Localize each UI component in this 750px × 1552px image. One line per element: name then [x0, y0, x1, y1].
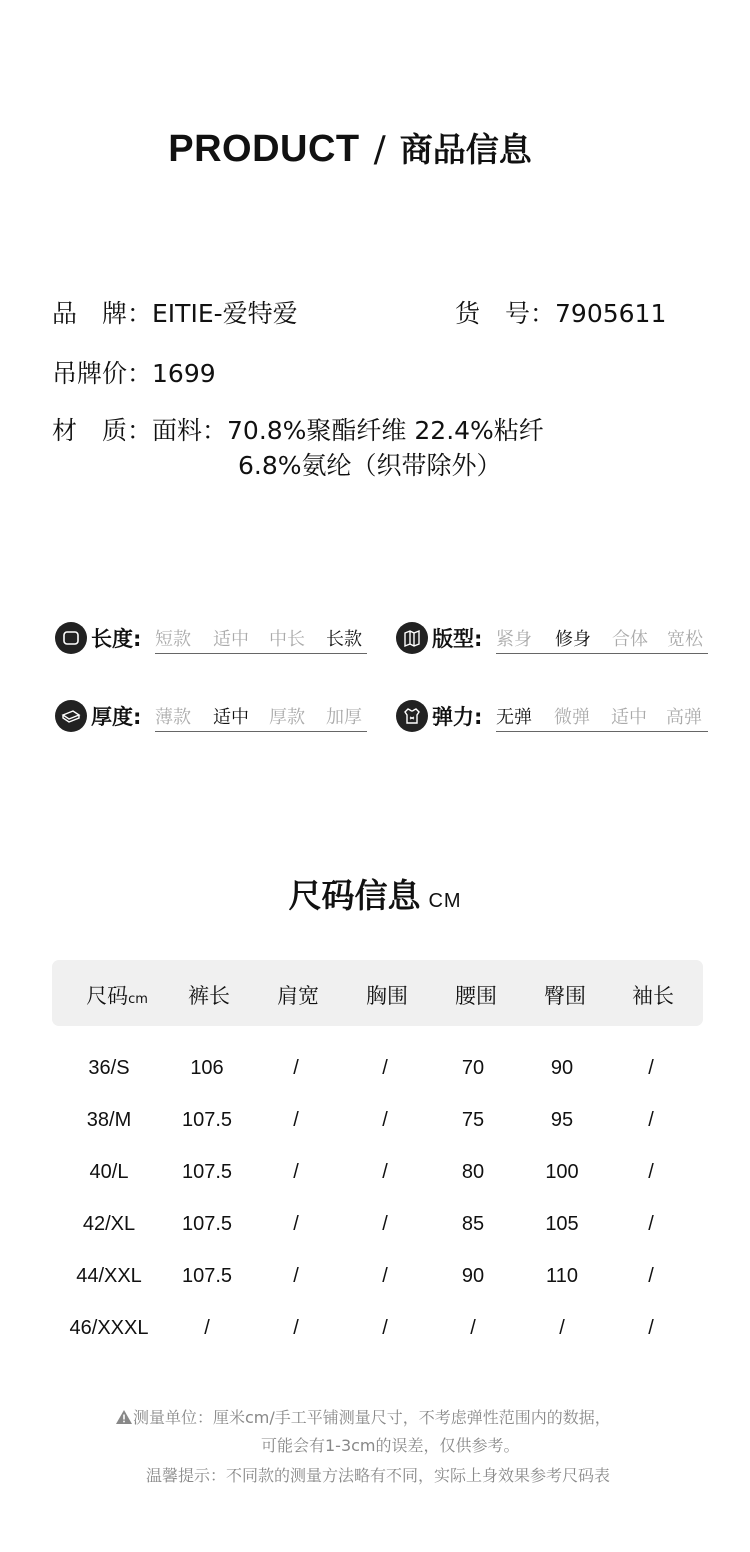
- tag-price-label: 吊牌价：: [52, 359, 153, 388]
- item-no-value: 7905611: [555, 299, 667, 328]
- table-cell: 40/L: [89, 1161, 129, 1183]
- table-cell: /: [382, 1213, 388, 1235]
- note-line-2: 可能会有1-3cm的误差，仅供参考。: [261, 1436, 520, 1455]
- table-cell: 95: [550, 1109, 574, 1131]
- column-header-waist: 腰围: [455, 984, 497, 1008]
- brand-value: EITIE-爱特爱: [152, 299, 298, 328]
- table-cell: /: [648, 1057, 654, 1079]
- option-selected: 无弹: [496, 707, 532, 728]
- size-info-unit: CM: [428, 890, 462, 912]
- table-cell: 75: [461, 1109, 485, 1131]
- table-cell: /: [382, 1109, 388, 1131]
- brand-label: 品 牌：: [52, 299, 153, 328]
- table-cell: /: [648, 1109, 654, 1131]
- attribute-name: 长度:: [91, 627, 142, 651]
- note-line-1: 测量单位：厘米cm/手工平铺测量尺寸，不考虑弹性范围内的数据，: [115, 1405, 611, 1428]
- table-cell: 107.5: [181, 1213, 233, 1235]
- table-cell: /: [559, 1317, 565, 1339]
- table-cell: /: [382, 1161, 388, 1183]
- table-cell: 106: [190, 1057, 224, 1079]
- table-cell: /: [293, 1161, 299, 1183]
- option: 适中: [611, 707, 647, 728]
- material-line-1: 面料：70.8%聚酯纤维 22.4%粘纤: [152, 416, 544, 445]
- column-header-chest: 胸围: [366, 984, 408, 1008]
- table-cell: 46/XXXL: [69, 1317, 149, 1339]
- attribute-name: 版型:: [432, 627, 483, 651]
- note-line-3: 温馨提示：不同款的测量方法略有不同，实际上身效果参考尺码表: [146, 1466, 611, 1485]
- option: 高弹: [666, 707, 702, 728]
- option: 紧身: [496, 629, 532, 650]
- table-cell: /: [648, 1265, 654, 1287]
- column-header-size: 尺码cm: [86, 984, 148, 1008]
- table-cell: /: [648, 1161, 654, 1183]
- table-cell: 105: [545, 1213, 579, 1235]
- option-selected: 适中: [213, 707, 249, 728]
- tag-price-value: 1699: [152, 359, 216, 388]
- option: 加厚: [326, 707, 362, 728]
- table-cell: /: [382, 1317, 388, 1339]
- column-header-hip: 臀围: [544, 984, 586, 1008]
- table-cell: 36/S: [88, 1057, 130, 1079]
- table-cell: /: [293, 1057, 299, 1079]
- option: 短款: [155, 629, 191, 650]
- table-cell: /: [648, 1213, 654, 1235]
- option: 适中: [213, 629, 249, 650]
- table-cell: /: [470, 1317, 476, 1339]
- attribute-name: 弹力:: [432, 705, 483, 729]
- option-selected: 修身: [555, 629, 591, 650]
- table-cell: /: [648, 1317, 654, 1339]
- table-cell: 107.5: [181, 1161, 233, 1183]
- option: 薄款: [155, 707, 191, 728]
- table-cell: /: [204, 1317, 210, 1339]
- column-header-sleeve: 袖长: [632, 984, 674, 1008]
- table-cell: /: [382, 1057, 388, 1079]
- table-cell: /: [293, 1265, 299, 1287]
- warning-icon: [115, 1409, 133, 1425]
- title-separator: /: [373, 129, 386, 170]
- option: 微弹: [554, 707, 590, 728]
- table-cell: 80: [461, 1161, 485, 1183]
- option-selected: 长款: [326, 629, 362, 650]
- table-cell: 110: [546, 1265, 578, 1287]
- table-cell: 107.5: [181, 1109, 233, 1131]
- table-cell: 107.5: [181, 1265, 233, 1287]
- table-cell: 44/XXL: [76, 1265, 142, 1287]
- option: 宽松: [667, 629, 703, 650]
- table-cell: 90: [550, 1057, 574, 1079]
- title-en: PRODUCT: [168, 128, 360, 170]
- table-cell: 42/XL: [82, 1213, 136, 1235]
- option: 合体: [612, 629, 648, 650]
- material-line-2: 6.8%氨纶（织带除外）: [238, 451, 502, 480]
- size-info-heading: 尺码信息: [288, 876, 421, 915]
- table-cell: 38/M: [86, 1109, 132, 1131]
- item-no-label: 货 号：: [455, 299, 556, 328]
- table-cell: /: [293, 1317, 299, 1339]
- table-cell: 70: [461, 1057, 485, 1079]
- table-cell: 100: [545, 1161, 579, 1183]
- option: 中长: [269, 629, 305, 650]
- table-cell: /: [293, 1213, 299, 1235]
- column-header-length: 裤长: [188, 984, 230, 1008]
- table-cell: /: [382, 1265, 388, 1287]
- table-cell: 90: [461, 1265, 485, 1287]
- column-header-shoulder: 肩宽: [277, 984, 319, 1008]
- title-cn: 商品信息: [399, 130, 532, 169]
- option: 厚款: [269, 707, 305, 728]
- material-label: 材 质：: [52, 416, 153, 445]
- table-cell: 85: [461, 1213, 485, 1235]
- table-cell: /: [293, 1109, 299, 1131]
- attribute-name: 厚度:: [91, 705, 142, 729]
